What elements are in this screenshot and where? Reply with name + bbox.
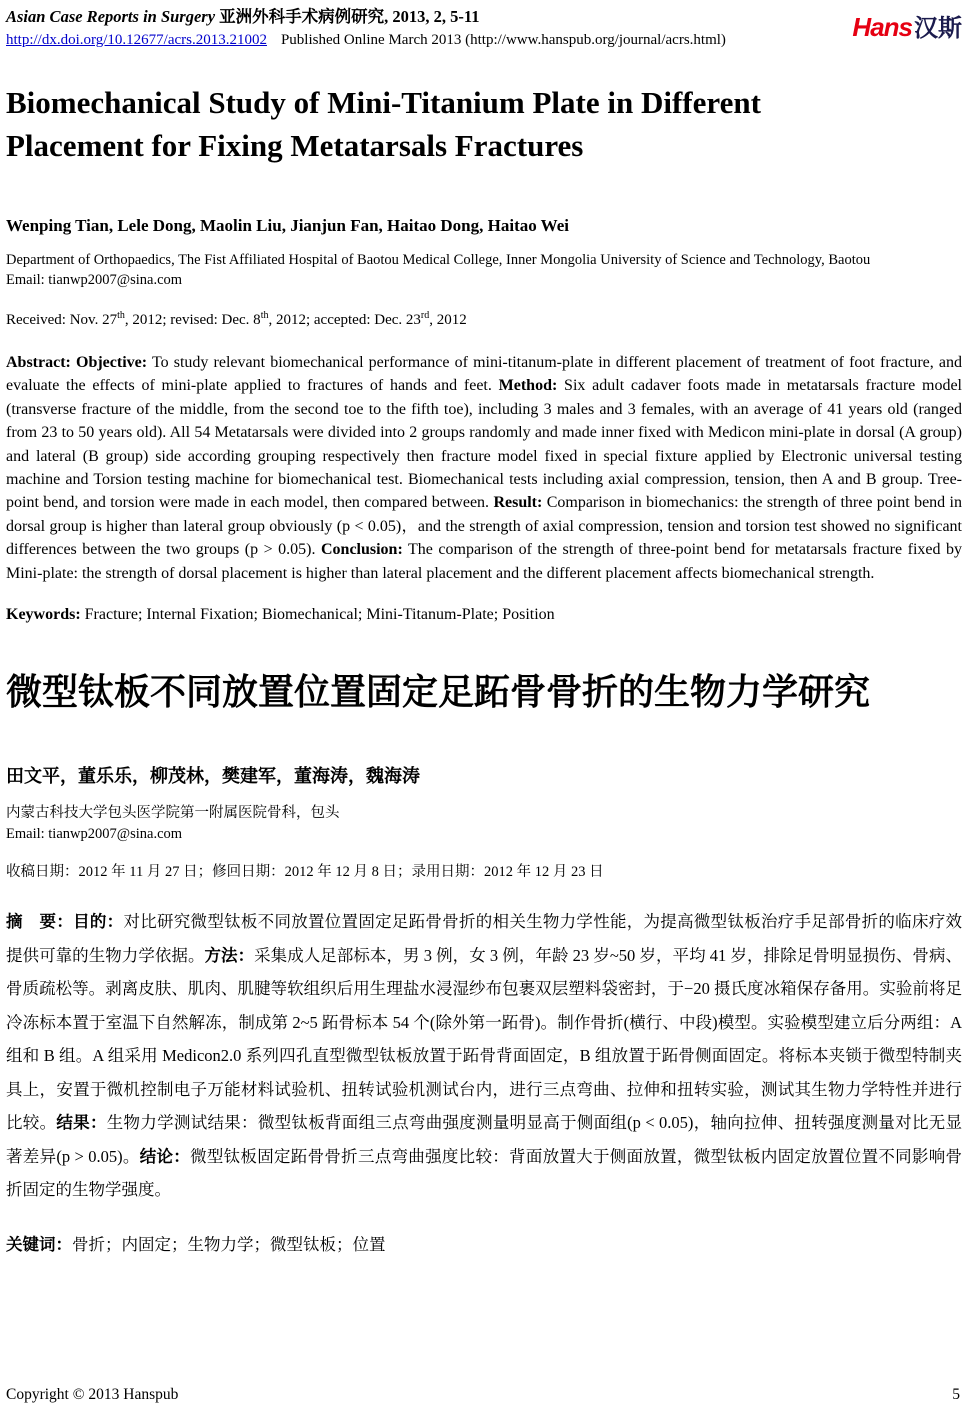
page-number: 5 — [952, 1386, 960, 1403]
published-online-note: Published Online March 2013 (http://www.hanspub.org/journal/acrs.html) — [280, 32, 726, 48]
email-zh: Email: tianwp2007@sina.com — [6, 826, 183, 843]
hans-logo-hanzi: 汉斯 — [914, 15, 962, 42]
affiliation-block-en — [6, 250, 962, 290]
journal-title-en: Asian Case Reports in Surgery — [6, 7, 216, 26]
abstract-en: Abstract: Objective: To study relevant biomechanical performance of mini-titanum-plate in different placement of treatment of foot fracture, and evaluate the effects of mini-plate applied to fractures of hands and feet. Method: Six adult cadaver foots made in metatarsals fracture model (transverse fracture of the middle, from the second toe to the fifth toe), including 3 males and 3 females, with an average of 41 years old (ranged from 23 to 50 years old). All 54 Metatarsals were divided into 2 groups randomly and made inner fixed with Medicon mini-plate in dorsal (A group) and lateral (B group) side according grouping respectively then fracture model fixed in special fixture applied by Electronic universal testing machine and Torsion testing machine for biomechanical test. Biomechanical tests including axial compression, tension, then A and B group. Tree-point bend, and torsion were made in each model, then compared between. Result: Comparison in biomechanics: the strength of three point bend in dorsal group is higher than lateral group obviously (p < 0.05)，and the strength of axial compression, tension and torsion test showed no significant differences between the two groups (p > 0.05). Conclusion: The comparison of the strength of three-point bend for metatarsals fracture fixed by Mini-plate: the strength of dorsal placement is higher than lateral placement and the different placement affects biomechanical strength. — [6, 354, 963, 582]
abstract-zh: 摘 要：目的：对比研究微型钛板不同放置位置固定足跖骨骨折的相关生物力学性能，为提高微型钛板治疗手足部骨折的临床疗效提供可靠的生物力学依据。方法：采集成人足部标本，男 3 例，女 3 例，年龄 23 岁~50 岁，平均 41 岁，排除足骨明显损伤、骨病、骨质疏松等。剥离皮肤、肌肉、肌腱等软组织后用生理盐水浸湿纱布包裹双层塑料袋密封，于−20 摄氏度冰箱保存备用。实验前将足冷冻标本置于室温下自然解冻，制成第 2~5 跖骨标本 54 个(除外第一跖骨)。制作骨折(横行、中段)模型。实验模型建立后分两组：A 组和 B 组。A 组采用 Medicon2.0 系列四孔直型微型钛板放置于跖骨背面固定，B 组放置于跖骨侧面固定。将标本夹锁于微型特制夹具上，安置于微机控制电子万能材料试验机、扭转试验机测试台内，进行三点弯曲、拉伸和扭转实验，测试其生物力学特性并进行比较。结果：生物力学测试结果：微型钛板背面组三点弯曲强度测量明显高于侧面组(p < 0.05)，轴向拉伸、扭转强度测量对比无显著差异(p > 0.05)。结论：微型钛板固定跖骨骨折三点弯曲强度比较：背面放置大于侧面放置，微型钛板内固定放置位置不同影响骨折固定的生物学强度。 — [6, 912, 963, 1200]
article-title-en: Biomechanical Study of Mini-Titanium Plate in Different Placement for Fixing Metatarsals Fractures — [6, 85, 761, 163]
keywords-en: Keywords: Fracture; Internal Fixation; Biomechanical; Mini-Titanum-Plate; Position — [6, 606, 555, 624]
doi-link[interactable]: http://dx.doi.org/10.12677/acrs.2013.21002 — [6, 32, 267, 48]
authors-zh: 田文平，董乐乐，柳茂林，樊建军，董海涛，魏海涛 — [6, 766, 420, 787]
journal-header-left — [6, 6, 852, 51]
email-en: Email: tianwp2007@sina.com — [6, 272, 183, 288]
article-title-zh: 微型钛板不同放置位置固定足跖骨骨折的生物力学研究 — [6, 671, 871, 713]
affiliation-en: Department of Orthopaedics, The Fist Affiliated Hospital of Baotou Medical College, Inner Mongolia University of Science and Technology, Baotou — [6, 252, 871, 268]
hans-logo-latin: Hans — [852, 12, 912, 42]
journal-citation-line — [6, 6, 852, 28]
received-dates-en: Received: Nov. 27th, 2012; revised: Dec. 8th, 2012; accepted: Dec. 23rd, 2012 — [6, 310, 467, 328]
copyright-notice: Copyright © 2013 Hanspub — [6, 1386, 179, 1403]
journal-header — [6, 6, 962, 51]
affiliation-zh: 内蒙古科技大学包头医学院第一附属医院骨科，包头 — [6, 805, 340, 822]
affiliation-block-zh — [6, 803, 962, 845]
keywords-zh: 关键词：骨折；内固定；生物力学；微型钛板；位置 — [6, 1234, 386, 1254]
authors-en: Wenping Tian, Lele Dong, Maolin Liu, Jianjun Fan, Haitao Dong, Haitao Wei — [6, 216, 570, 235]
journal-title-zh-issue: 亚洲外科手术病例研究, 2013, 2, 5-11 — [215, 7, 480, 26]
hans-logo — [852, 6, 962, 43]
received-dates-zh: 收稿日期：2012 年 11 月 27 日；修回日期：2012 年 12 月 8 日；录用日期：2012 年 12 月 23 日 — [6, 864, 604, 881]
publication-line — [6, 30, 852, 51]
page-footer — [6, 1385, 960, 1405]
